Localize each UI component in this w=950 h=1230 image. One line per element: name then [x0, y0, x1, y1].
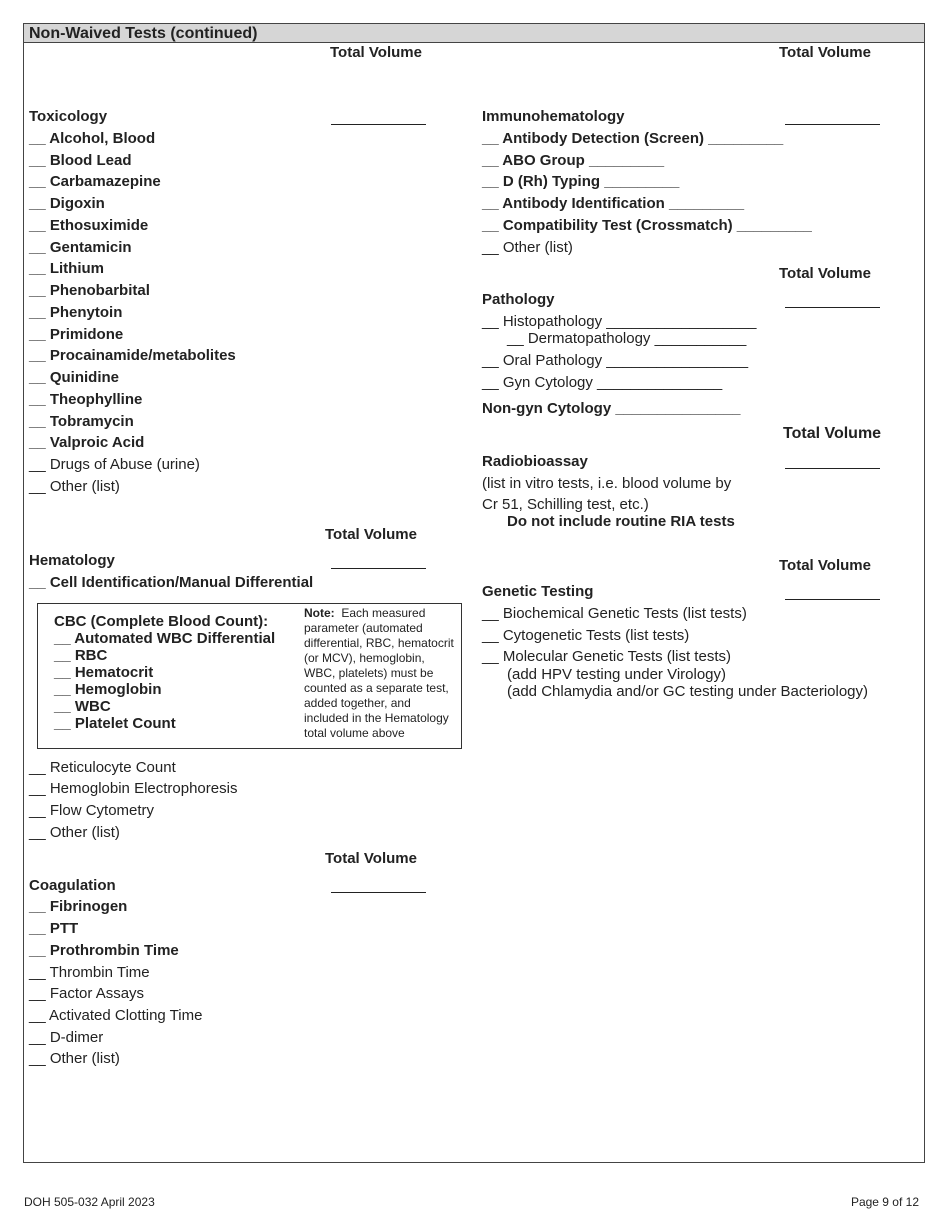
- genetic-item[interactable]: __ Molecular Genetic Tests (list tests): [482, 648, 731, 665]
- radiobioassay-title: Radiobioassay: [482, 453, 588, 470]
- form-id: DOH 505-032 April 2023: [24, 1195, 155, 1209]
- cbc-note-label: Note:: [304, 606, 335, 620]
- toxicology-item[interactable]: __ Phenobarbital: [29, 282, 150, 299]
- coagulation-item[interactable]: __ Activated Clotting Time: [29, 1007, 203, 1024]
- toxicology-item[interactable]: __ Carbamazepine: [29, 173, 161, 190]
- immunohematology-title: Immunohematology: [482, 108, 625, 125]
- cell-identification-item[interactable]: __ Cell Identification/Manual Differential: [29, 574, 314, 591]
- form-frame: [23, 23, 925, 1163]
- genetic-subnote: (add Chlamydia and/or GC testing under Bacteriology): [507, 683, 869, 700]
- cbc-title: CBC (Complete Blood Count):: [54, 613, 269, 630]
- immunohematology-item[interactable]: __ Antibody Identification _________: [482, 195, 745, 212]
- pathology-title: Pathology: [482, 291, 555, 308]
- immunohematology-item[interactable]: __ Compatibility Test (Crossmatch) _________: [482, 217, 812, 234]
- hematology-item[interactable]: __ Hemoglobin Electrophoresis: [29, 780, 238, 797]
- genetic-total-volume-field[interactable]: [785, 599, 880, 600]
- radiobioassay-exclusion-note: Do not include routine RIA tests: [507, 513, 735, 530]
- hematology-title: Hematology: [29, 552, 115, 569]
- radiobioassay-description: (list in vitro tests, i.e. blood volume by: [482, 475, 732, 492]
- section-title: Non-Waived Tests (continued): [29, 25, 258, 42]
- toxicology-item[interactable]: __ Lithium: [29, 260, 105, 277]
- immunohematology-item[interactable]: __ ABO Group _________: [482, 152, 665, 169]
- coagulation-item[interactable]: __ Factor Assays: [29, 985, 145, 1002]
- cbc-item[interactable]: __ Hemoglobin: [54, 681, 162, 698]
- coagulation-item[interactable]: __ Thrombin Time: [29, 964, 150, 981]
- oral-pathology-item[interactable]: __ Oral Pathology _________________: [482, 352, 749, 369]
- toxicology-item[interactable]: __ Gentamicin: [29, 239, 132, 256]
- coagulation-item[interactable]: __ D-dimer: [29, 1029, 104, 1046]
- immunohematology-total-volume-label: Total Volume: [779, 44, 871, 61]
- genetic-title: Genetic Testing: [482, 583, 594, 600]
- pathology-total-volume-field[interactable]: [785, 307, 880, 308]
- coagulation-total-volume-label: Total Volume: [325, 850, 417, 867]
- coagulation-item[interactable]: __ Other (list): [29, 1050, 120, 1067]
- toxicology-item[interactable]: __ Valproic Acid: [29, 434, 145, 451]
- radiobioassay-total-volume-label: Total Volume: [783, 425, 882, 442]
- histopathology-item[interactable]: __ Histopathology __________________: [482, 313, 757, 330]
- coagulation-total-volume-field[interactable]: [331, 892, 426, 893]
- immunohematology-item[interactable]: __ Antibody Detection (Screen) _________: [482, 130, 784, 147]
- radiobioassay-total-volume-field[interactable]: [785, 468, 880, 469]
- genetic-subnote: (add HPV testing under Virology): [507, 666, 727, 683]
- toxicology-item[interactable]: __ Blood Lead: [29, 152, 132, 169]
- coagulation-title: Coagulation: [29, 877, 116, 894]
- coagulation-item[interactable]: __ Prothrombin Time: [29, 942, 179, 959]
- immunohematology-item[interactable]: __ D (Rh) Typing _________: [482, 173, 680, 190]
- toxicology-total-volume-label: Total Volume: [330, 44, 422, 61]
- hematology-item[interactable]: __ Flow Cytometry: [29, 802, 155, 819]
- toxicology-item[interactable]: __ Alcohol, Blood: [29, 130, 156, 147]
- coagulation-item[interactable]: __ PTT: [29, 920, 79, 937]
- gyn-cytology-item[interactable]: __ Gyn Cytology _______________: [482, 374, 723, 391]
- toxicology-item[interactable]: __ Ethosuximide: [29, 217, 149, 234]
- genetic-total-volume-label: Total Volume: [779, 557, 871, 574]
- hematology-item[interactable]: __ Reticulocyte Count: [29, 759, 176, 776]
- toxicology-item[interactable]: __ Procainamide/metabolites: [29, 347, 236, 364]
- toxicology-item[interactable]: __ Tobramycin: [29, 413, 134, 430]
- dermatopathology-item[interactable]: __ Dermatopathology ___________: [507, 330, 747, 347]
- hematology-total-volume-label: Total Volume: [325, 526, 417, 543]
- pathology-total-volume-label: Total Volume: [779, 265, 871, 282]
- genetic-item[interactable]: __ Biochemical Genetic Tests (list tests): [482, 605, 747, 622]
- page-number: Page 9 of 12: [850, 1195, 919, 1209]
- non-gyn-cytology-item[interactable]: Non-gyn Cytology _______________: [482, 400, 741, 417]
- genetic-item[interactable]: __ Cytogenetic Tests (list tests): [482, 627, 690, 644]
- hematology-total-volume-field[interactable]: [331, 568, 426, 569]
- cbc-note: [304, 606, 454, 741]
- cbc-item[interactable]: __ Platelet Count: [54, 715, 176, 732]
- radiobioassay-description: Cr 51, Schilling test, etc.): [482, 496, 649, 513]
- cbc-item[interactable]: __ Automated WBC Differential: [54, 630, 276, 647]
- immunohematology-total-volume-field[interactable]: [785, 124, 880, 125]
- hematology-item[interactable]: __ Other (list): [29, 824, 120, 841]
- toxicology-item[interactable]: __ Phenytoin: [29, 304, 123, 321]
- toxicology-item[interactable]: __ Digoxin: [29, 195, 105, 212]
- toxicology-item[interactable]: __ Theophylline: [29, 391, 143, 408]
- cbc-item[interactable]: __ RBC: [54, 647, 108, 664]
- toxicology-item[interactable]: __ Quinidine: [29, 369, 120, 386]
- immunohematology-item[interactable]: __ Other (list): [482, 239, 573, 256]
- cbc-item[interactable]: __ WBC: [54, 698, 111, 715]
- section-header: [24, 24, 924, 43]
- toxicology-item[interactable]: __ Drugs of Abuse (urine): [29, 456, 200, 473]
- toxicology-item[interactable]: __ Other (list): [29, 478, 120, 495]
- cbc-note-text: Each measured parameter (automated differential, RBC, hematocrit (or MCV), hemoglobin, WBC, platelets) must be counted as a separate test, added together, and included in the Hematology total volume above: [304, 606, 454, 740]
- toxicology-item[interactable]: __ Primidone: [29, 326, 124, 343]
- cbc-item[interactable]: __ Hematocrit: [54, 664, 154, 681]
- toxicology-title: Toxicology: [29, 108, 108, 125]
- coagulation-item[interactable]: __ Fibrinogen: [29, 898, 128, 915]
- toxicology-total-volume-field[interactable]: [331, 124, 426, 125]
